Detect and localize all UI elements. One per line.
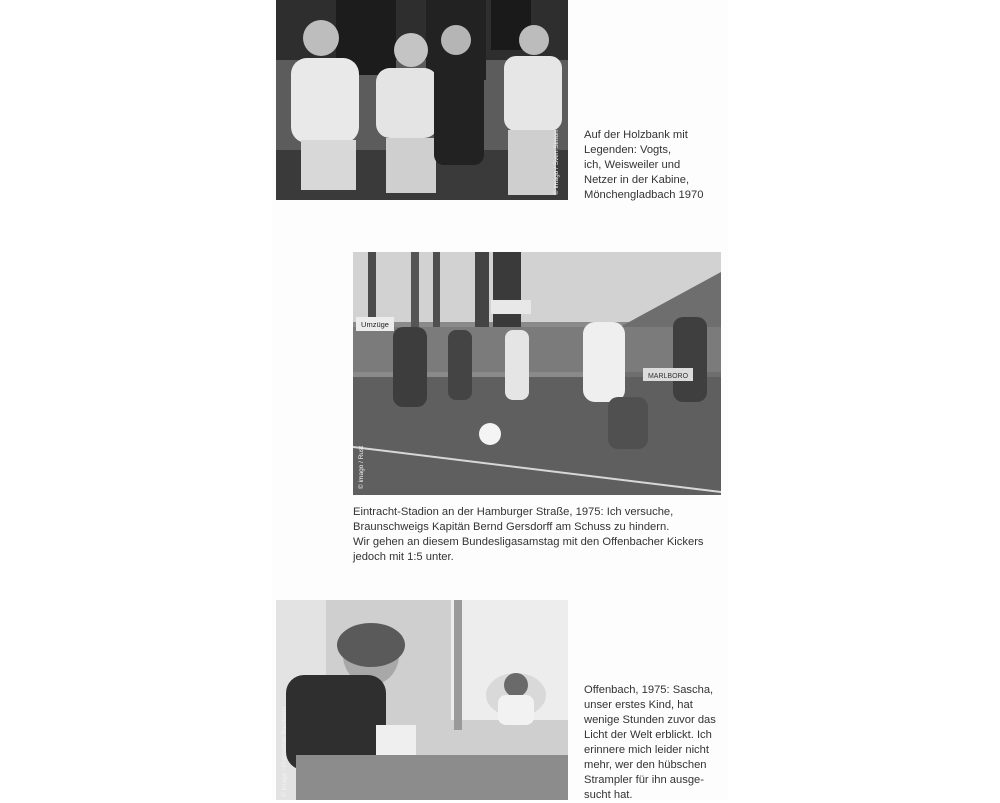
stadium-sign: Umzüge [361, 320, 389, 329]
caption-line: erinnere mich leider nicht [584, 744, 709, 756]
caption-line: Braunschweigs Kapitän Bernd Gersdorff am Schuss zu hindern. [353, 521, 670, 533]
ad-board: MARLBORO [647, 373, 689, 380]
newborn-caption [584, 683, 716, 803]
bench-photo [276, 0, 568, 200]
match-photo [353, 252, 721, 495]
caption-line: Eintracht-Stadion an der Hamburger Straße, 1975: Ich versuche, [353, 506, 674, 518]
match-caption [353, 505, 704, 565]
newborn-photo [276, 600, 568, 800]
caption-line: Auf der Holzbank mit [584, 129, 688, 141]
photo-credit: © imago / Sven Simon [553, 130, 560, 195]
caption-line: Legenden: Vogts, [584, 144, 672, 156]
caption-line: Licht der Welt erblickt. Ich [584, 729, 712, 741]
bench-caption [584, 128, 703, 203]
caption-line: Mönchengladbach 1970 [584, 189, 704, 201]
caption-line: Wir gehen an diesem Bundesligasamstag mit den Offenbacher Kickers [353, 536, 704, 548]
caption-line: ich, Weisweiler und [584, 159, 681, 171]
caption-line: Offenbach, 1975: Sascha, [584, 684, 714, 696]
caption-line: Netzer in der Kabine, [584, 174, 690, 186]
photo-credit: © imago / Rust [358, 445, 365, 489]
photo-credit: © imago / Pressefoto Baumann [281, 706, 288, 797]
caption-line: mehr, wer den hübschen [584, 759, 707, 771]
caption-line: jedoch mit 1:5 unter. [353, 551, 454, 563]
caption-line: unser erstes Kind, hat [584, 699, 693, 711]
caption-line: sucht hat. [584, 789, 633, 801]
caption-line: Strampler für ihn ausge- [584, 774, 705, 786]
caption-line: wenige Stunden zuvor das [584, 714, 716, 726]
